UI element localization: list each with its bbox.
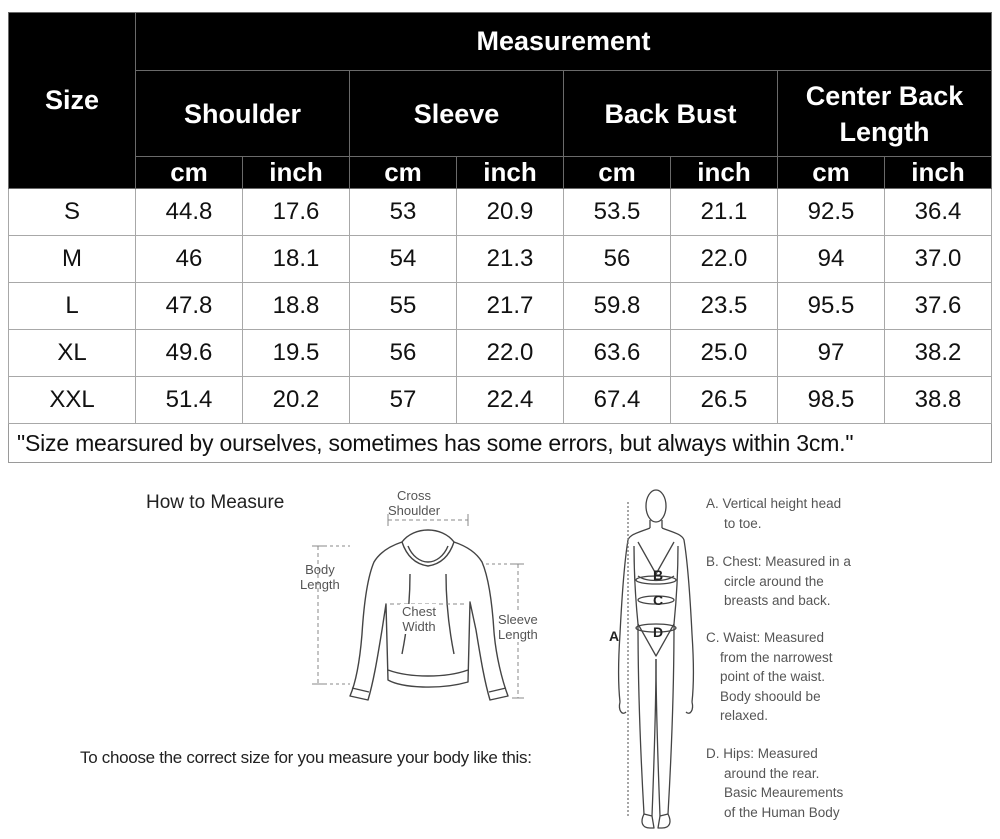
value-cell: 44.8 — [136, 189, 243, 236]
body-letter-c: C — [653, 592, 664, 608]
value-cell: 56 — [350, 330, 457, 377]
measurement-note: "Size mearsured by ourselves, sometimes has some errors, but always within 3cm." — [9, 424, 992, 463]
legend-d: D. Hips: Measured around the rear. Basic Meaurements of the Human Body — [706, 746, 844, 820]
value-cell: 53.5 — [564, 189, 671, 236]
legend-a: A. Vertical height head to toe. — [706, 496, 842, 531]
size-cell: M — [9, 236, 136, 283]
value-cell: 18.1 — [243, 236, 350, 283]
note-row — [9, 424, 992, 463]
value-cell: 23.5 — [671, 283, 778, 330]
legend-c: C. Waist: Measured from the narrowest point of the waist. Body shoould be relaxed. — [706, 630, 833, 723]
value-cell: 47.8 — [136, 283, 243, 330]
value-cell: 92.5 — [778, 189, 885, 236]
size-cell: L — [9, 283, 136, 330]
value-cell: 67.4 — [564, 377, 671, 424]
value-cell: 63.6 — [564, 330, 671, 377]
how-to-measure-section — [0, 470, 1000, 839]
value-cell: 26.5 — [671, 377, 778, 424]
unit-header: inch — [885, 157, 992, 189]
category-header-center-back-length: Center Back Length — [778, 71, 992, 157]
legend-b: B. Chest: Measured in a circle around the breasts and back. — [706, 554, 851, 608]
unit-header: cm — [564, 157, 671, 189]
value-cell: 38.2 — [885, 330, 992, 377]
value-cell: 55 — [350, 283, 457, 330]
size-cell: XXL — [9, 377, 136, 424]
value-cell: 95.5 — [778, 283, 885, 330]
human-body-icon — [619, 490, 694, 828]
value-cell: 21.1 — [671, 189, 778, 236]
unit-header: cm — [136, 157, 243, 189]
size-cell: XL — [9, 330, 136, 377]
table-row — [9, 283, 992, 330]
body-letter-d: D — [653, 624, 664, 640]
table-row — [9, 236, 992, 283]
body-length-label: Body Length — [300, 562, 340, 592]
value-cell: 22.0 — [457, 330, 564, 377]
value-cell: 17.6 — [243, 189, 350, 236]
measurement-header: Measurement — [136, 13, 992, 71]
size-chart-table — [8, 12, 992, 463]
value-cell: 37.6 — [885, 283, 992, 330]
value-cell: 51.4 — [136, 377, 243, 424]
unit-header: inch — [457, 157, 564, 189]
value-cell: 21.3 — [457, 236, 564, 283]
category-header-shoulder: Shoulder — [136, 71, 350, 157]
table-row — [9, 189, 992, 236]
value-cell: 20.2 — [243, 377, 350, 424]
value-cell: 97 — [778, 330, 885, 377]
unit-header: cm — [778, 157, 885, 189]
chest-width-label: Chest Width — [402, 604, 436, 634]
sleeve-length-label: Sleeve Length — [498, 612, 538, 642]
category-header-back-bust: Back Bust — [564, 71, 778, 157]
category-header-sleeve: Sleeve — [350, 71, 564, 157]
value-cell: 59.8 — [564, 283, 671, 330]
value-cell: 94 — [778, 236, 885, 283]
value-cell: 57 — [350, 377, 457, 424]
value-cell: 49.6 — [136, 330, 243, 377]
value-cell: 21.7 — [457, 283, 564, 330]
value-cell: 19.5 — [243, 330, 350, 377]
value-cell: 98.5 — [778, 377, 885, 424]
value-cell: 53 — [350, 189, 457, 236]
sweater-diagram — [290, 484, 570, 714]
value-cell: 56 — [564, 236, 671, 283]
size-column-header: Size — [9, 13, 136, 189]
unit-header: cm — [350, 157, 457, 189]
body-measure-lines — [628, 502, 676, 816]
body-figure — [600, 484, 710, 836]
measure-instruction: To choose the correct size for you measure your body like this: — [80, 748, 532, 767]
value-cell: 38.8 — [885, 377, 992, 424]
value-cell: 22.4 — [457, 377, 564, 424]
unit-header: inch — [671, 157, 778, 189]
value-cell: 36.4 — [885, 189, 992, 236]
how-to-measure-title: How to Measure — [146, 492, 285, 513]
unit-header: inch — [243, 157, 350, 189]
value-cell: 22.0 — [671, 236, 778, 283]
table-row — [9, 377, 992, 424]
body-letter-a: A — [609, 628, 620, 644]
body-letter-b: B — [653, 567, 664, 583]
value-cell: 54 — [350, 236, 457, 283]
size-chart-header — [9, 13, 992, 189]
table-row — [9, 330, 992, 377]
size-cell: S — [9, 189, 136, 236]
value-cell: 46 — [136, 236, 243, 283]
value-cell: 18.8 — [243, 283, 350, 330]
size-chart-body — [9, 189, 992, 463]
value-cell: 20.9 — [457, 189, 564, 236]
value-cell: 37.0 — [885, 236, 992, 283]
cross-shoulder-label: Cross Shoulder — [388, 488, 441, 518]
value-cell: 25.0 — [671, 330, 778, 377]
